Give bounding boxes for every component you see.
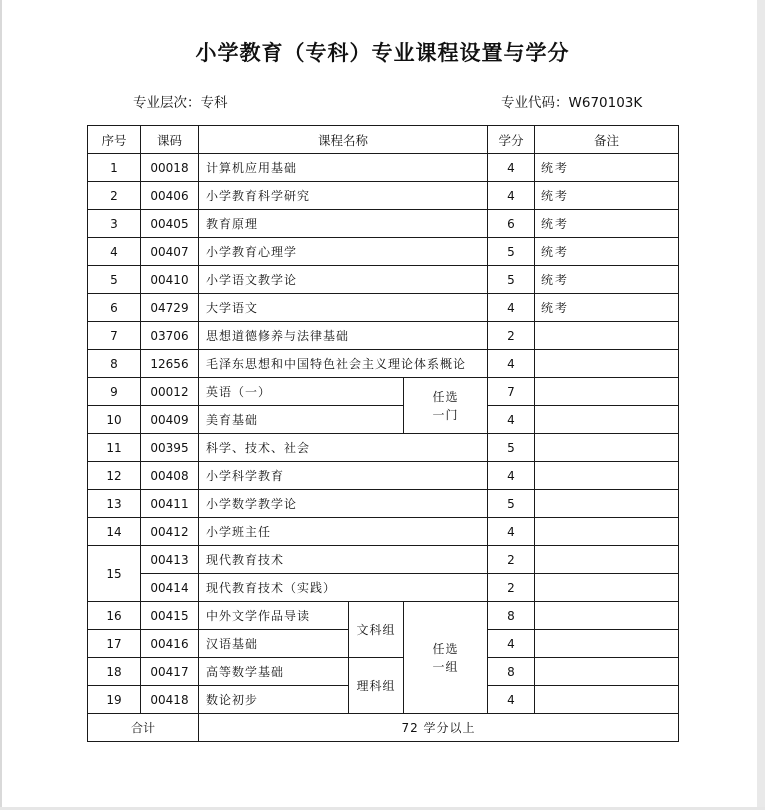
row-credit: 4 xyxy=(488,406,535,434)
row-seq: 6 xyxy=(88,294,141,322)
row-credit: 4 xyxy=(488,518,535,546)
row-note: 统考 xyxy=(535,266,679,294)
row-credit: 8 xyxy=(488,602,535,630)
row-seq: 2 xyxy=(88,182,141,210)
row-course-name: 高等数学基础 xyxy=(199,658,349,686)
row-credit: 7 xyxy=(488,378,535,406)
row-credit: 4 xyxy=(488,630,535,658)
row-code: 00018 xyxy=(141,154,199,182)
row-code: 12656 xyxy=(141,350,199,378)
row-course-name: 科学、技术、社会 xyxy=(199,434,488,462)
row-code: 03706 xyxy=(141,322,199,350)
row-course-name: 思想道德修养与法律基础 xyxy=(199,322,488,350)
row-seq: 1 xyxy=(88,154,141,182)
row-seq: 18 xyxy=(88,658,141,686)
row-code: 00407 xyxy=(141,238,199,266)
row-note: 统考 xyxy=(535,238,679,266)
row-seq: 3 xyxy=(88,210,141,238)
row-note xyxy=(535,350,679,378)
row-credit: 4 xyxy=(488,154,535,182)
row-note: 统考 xyxy=(535,154,679,182)
row-credit: 4 xyxy=(488,686,535,714)
table-row xyxy=(88,294,679,322)
total-row xyxy=(88,714,679,742)
row-code: 00415 xyxy=(141,602,199,630)
row-credit: 5 xyxy=(488,238,535,266)
row-seq: 15 xyxy=(88,546,141,602)
header-credit: 学分 xyxy=(488,126,535,154)
row-seq: 8 xyxy=(88,350,141,378)
row-credit: 5 xyxy=(488,266,535,294)
course-table xyxy=(87,125,679,742)
table-row xyxy=(88,434,679,462)
total-value: 72 学分以上 xyxy=(199,714,679,742)
row-code: 00406 xyxy=(141,182,199,210)
row-course-name: 现代教育技术 xyxy=(199,546,488,574)
row-code: 00418 xyxy=(141,686,199,714)
table-row xyxy=(88,238,679,266)
row-course-name: 小学教育心理学 xyxy=(199,238,488,266)
row-seq: 14 xyxy=(88,518,141,546)
page-title: 小学教育（专科）专业课程设置与学分 xyxy=(195,41,570,65)
table-row xyxy=(88,462,679,490)
table-row xyxy=(88,266,679,294)
row-note xyxy=(535,462,679,490)
table-row xyxy=(88,546,679,574)
row-seq: 11 xyxy=(88,434,141,462)
row-course-name: 英语（一） xyxy=(199,378,404,406)
row-note: 统考 xyxy=(535,294,679,322)
row-code: 00414 xyxy=(141,574,199,602)
row-code: 00417 xyxy=(141,658,199,686)
row-credit: 5 xyxy=(488,434,535,462)
row-note xyxy=(535,574,679,602)
row-credit: 4 xyxy=(488,462,535,490)
row-course-name: 现代教育技术（实践） xyxy=(199,574,488,602)
row-course-name: 毛泽东思想和中国特色社会主义理论体系概论 xyxy=(199,350,488,378)
elective-one-line1: 任选 xyxy=(432,389,459,404)
row-credit: 2 xyxy=(488,546,535,574)
table-row xyxy=(88,210,679,238)
header-code: 课码 xyxy=(141,126,199,154)
table-row xyxy=(88,154,679,182)
table-row xyxy=(88,378,679,406)
row-course-name: 计算机应用基础 xyxy=(199,154,488,182)
row-course-name: 小学教育科学研究 xyxy=(199,182,488,210)
row-course-name: 美育基础 xyxy=(199,406,404,434)
row-credit: 2 xyxy=(488,322,535,350)
row-credit: 4 xyxy=(488,182,535,210)
row-code: 00395 xyxy=(141,434,199,462)
row-note xyxy=(535,434,679,462)
row-note xyxy=(535,518,679,546)
table-header-row xyxy=(88,126,679,154)
row-seq: 7 xyxy=(88,322,141,350)
row-seq: 13 xyxy=(88,490,141,518)
row-seq: 19 xyxy=(88,686,141,714)
major-level: 专业层次：专科 xyxy=(133,95,228,111)
row-course-name: 大学语文 xyxy=(199,294,488,322)
row-seq: 12 xyxy=(88,462,141,490)
elective-one-line2: 一门 xyxy=(432,407,459,422)
row-seq: 10 xyxy=(88,406,141,434)
elective-group-line2: 一组 xyxy=(432,659,459,674)
row-code: 00409 xyxy=(141,406,199,434)
table-row xyxy=(88,518,679,546)
row-note xyxy=(535,602,679,630)
row-note: 统考 xyxy=(535,210,679,238)
major-code-label: 专业代码： xyxy=(501,95,569,111)
header-seq: 序号 xyxy=(88,126,141,154)
row-code: 00412 xyxy=(141,518,199,546)
row-credit: 8 xyxy=(488,658,535,686)
header-name: 课程名称 xyxy=(199,126,488,154)
row-code: 00413 xyxy=(141,546,199,574)
table-row xyxy=(88,350,679,378)
row-code: 04729 xyxy=(141,294,199,322)
row-note xyxy=(535,686,679,714)
row-code: 00408 xyxy=(141,462,199,490)
elective-group-cell xyxy=(404,602,488,714)
table-row xyxy=(88,406,679,434)
header-note: 备注 xyxy=(535,126,679,154)
row-course-name: 数论初步 xyxy=(199,686,349,714)
table-row xyxy=(88,574,679,602)
row-note xyxy=(535,406,679,434)
row-code: 00416 xyxy=(141,630,199,658)
row-note xyxy=(535,490,679,518)
row-course-name: 小学语文教学论 xyxy=(199,266,488,294)
row-note xyxy=(535,546,679,574)
row-code: 00405 xyxy=(141,210,199,238)
elective-group-line1: 任选 xyxy=(432,641,459,656)
total-label: 合计 xyxy=(88,714,199,742)
table-row xyxy=(88,490,679,518)
row-course-name: 中外文学作品导读 xyxy=(199,602,349,630)
row-credit: 4 xyxy=(488,350,535,378)
elective-one-cell xyxy=(404,378,488,434)
major-code xyxy=(501,91,642,111)
row-credit: 5 xyxy=(488,490,535,518)
table-row xyxy=(88,658,679,686)
page-edge-left xyxy=(0,0,2,810)
row-seq: 17 xyxy=(88,630,141,658)
row-note xyxy=(535,378,679,406)
table-row xyxy=(88,182,679,210)
science-group: 理科组 xyxy=(349,658,404,714)
row-course-name: 小学数学教学论 xyxy=(199,490,488,518)
row-course-name: 汉语基础 xyxy=(199,630,349,658)
table-row xyxy=(88,602,679,630)
row-note xyxy=(535,630,679,658)
row-note xyxy=(535,658,679,686)
row-course-name: 小学科学教育 xyxy=(199,462,488,490)
row-note xyxy=(535,322,679,350)
row-seq: 4 xyxy=(88,238,141,266)
table-row xyxy=(88,322,679,350)
row-credit: 2 xyxy=(488,574,535,602)
row-course-name: 小学班主任 xyxy=(199,518,488,546)
row-code: 00411 xyxy=(141,490,199,518)
row-code: 00410 xyxy=(141,266,199,294)
major-code-value: W670103K xyxy=(568,95,643,111)
row-seq: 16 xyxy=(88,602,141,630)
row-seq: 9 xyxy=(88,378,141,406)
row-seq: 5 xyxy=(88,266,141,294)
page-edge-right xyxy=(757,0,765,810)
row-course-name: 教育原理 xyxy=(199,210,488,238)
row-credit: 6 xyxy=(488,210,535,238)
row-note: 统考 xyxy=(535,182,679,210)
row-credit: 4 xyxy=(488,294,535,322)
liberal-arts-group: 文科组 xyxy=(349,602,404,658)
row-code: 00012 xyxy=(141,378,199,406)
